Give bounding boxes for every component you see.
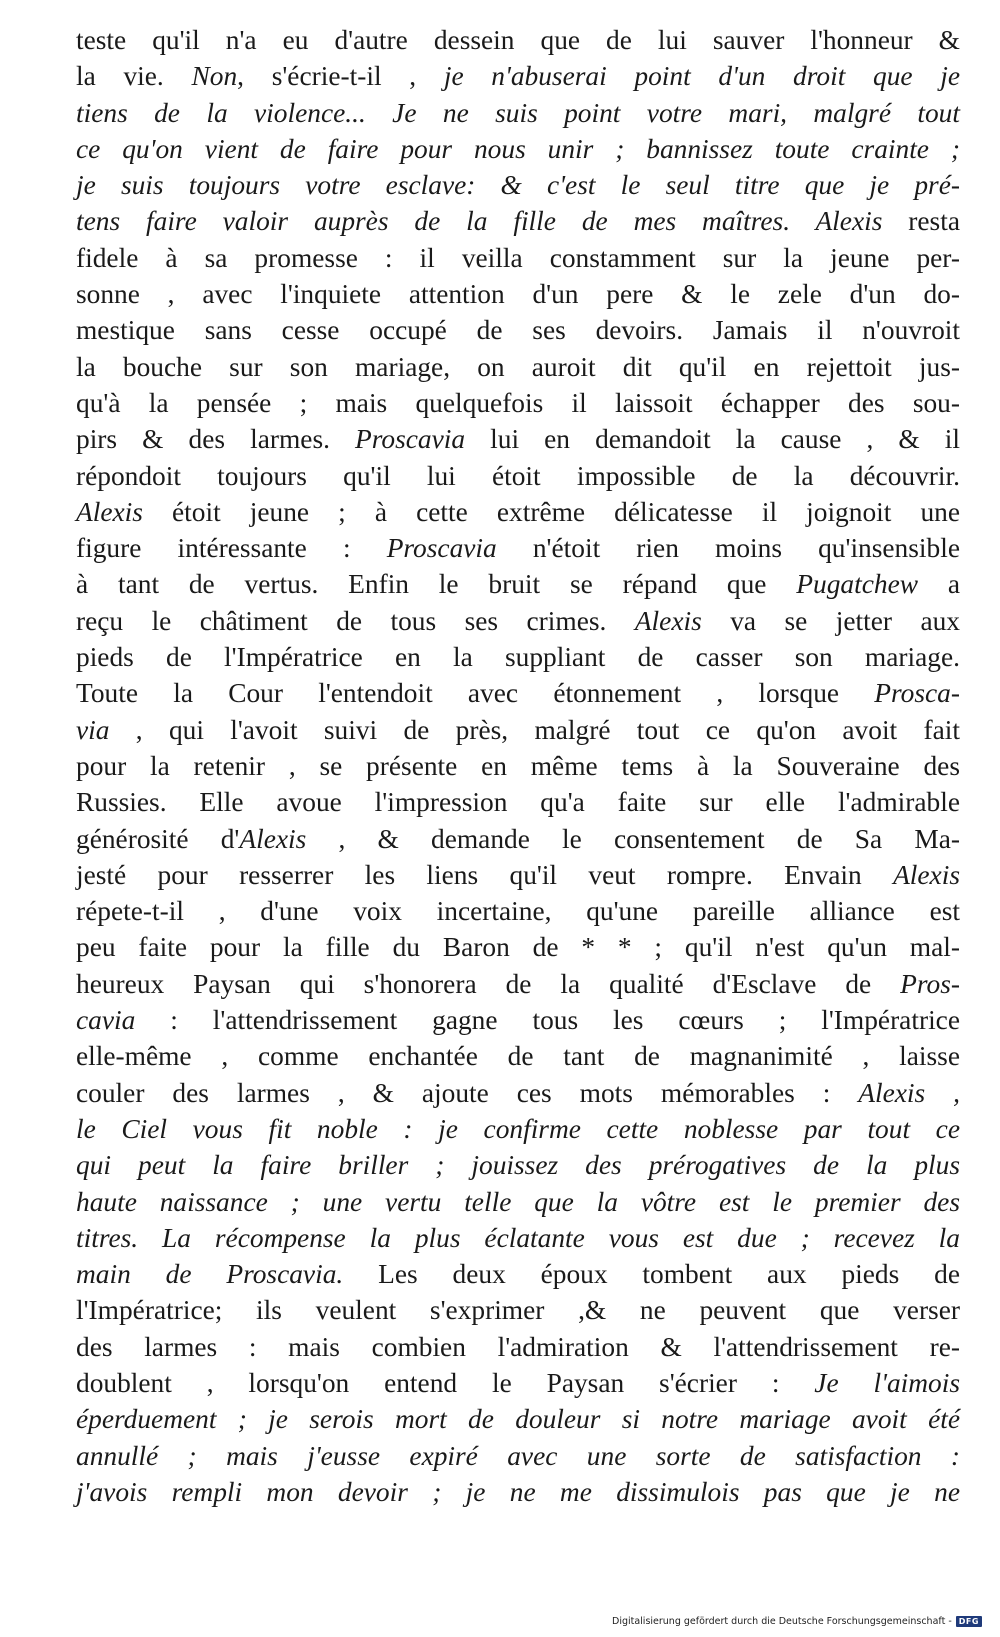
roman-text: des larmes : mais combien l'admiration & l'attendrissement re-	[76, 1331, 960, 1362]
text-line	[76, 1256, 960, 1292]
roman-text: , qui l'avoit suivi de près, malgré tout ce qu'on avoit fait	[109, 714, 960, 745]
italic-text: ce qu'on vient de faire pour nous unir ; bannissez toute crainte ;	[76, 133, 960, 164]
text-line	[76, 1075, 960, 1111]
italic-text: Je l'aimois	[814, 1367, 960, 1398]
italic-text: via	[76, 714, 110, 745]
italic-text: je n'abuserai point d'un droit que je	[443, 61, 961, 92]
italic-text: Prosca-	[874, 678, 960, 709]
roman-text: mestique sans cesse occupé de ses devoirs. Jamais il n'ouvroit	[76, 315, 960, 346]
text-line	[76, 131, 960, 167]
roman-text: sonne , avec l'inquiete attention d'un pere & le zele d'un do-	[76, 279, 960, 310]
text-line	[76, 349, 960, 385]
italic-text: Pros-	[900, 968, 960, 999]
italic-text: tens faire valoir auprès de la fille de mes maîtres. Alexis	[76, 206, 883, 237]
text-line	[76, 1111, 960, 1147]
roman-text: , & demande le consentement de Sa Ma-	[306, 823, 960, 854]
text-line	[76, 1038, 960, 1074]
text-line	[76, 1184, 960, 1220]
roman-text: , s'écrie-t-il ,	[237, 61, 444, 92]
text-line	[76, 1365, 960, 1401]
roman-text: peu faite pour la fille du Baron de * * ; qu'il n'est qu'un mal-	[76, 932, 960, 963]
text-line	[76, 748, 960, 784]
text-line	[76, 893, 960, 929]
text-line	[76, 203, 960, 239]
roman-text: teste qu'il n'a eu d'autre dessein que de lui sauver l'honneur &	[76, 25, 960, 55]
roman-text: couler des larmes , & ajoute ces mots mémorables :	[76, 1077, 859, 1108]
roman-text: étoit jeune ; à cette extrême délicatesse il joignoit une	[142, 496, 960, 527]
text-line	[76, 675, 960, 711]
italic-text: Proscavia	[386, 533, 497, 564]
italic-text: Pugatchew	[796, 569, 919, 600]
page-text	[76, 22, 960, 1510]
roman-text: jesté pour resserrer les liens qu'il veut rompre. Envain	[76, 859, 894, 890]
text-line	[76, 857, 960, 893]
text-line	[76, 1147, 960, 1183]
text-line	[76, 312, 960, 348]
text-line	[76, 167, 960, 203]
italic-text: je suis toujours votre esclave: & c'est le seul titre que je pré-	[76, 170, 960, 201]
roman-text: a	[918, 569, 960, 600]
italic-text: Alexis	[893, 859, 960, 890]
roman-text: n'étoit rien moins qu'insensible	[496, 533, 960, 564]
italic-text: Alexis ,	[858, 1077, 961, 1108]
italic-text: Alexis	[634, 605, 702, 636]
text-line	[76, 58, 960, 94]
roman-text: générosité d'	[76, 823, 240, 854]
text-line	[76, 566, 960, 602]
text-line	[76, 421, 960, 457]
roman-text: fidele à sa promesse : il veilla constamment sur la jeune per-	[76, 242, 960, 273]
dfg-logo: DFG	[956, 1616, 982, 1627]
text-line	[76, 639, 960, 675]
italic-text: Alexis	[76, 496, 143, 527]
credit-text: Digitalisierung gefördert durch die Deutsche Forschungsgemeinschaft -	[612, 1616, 952, 1627]
text-line	[76, 276, 960, 312]
roman-text: l'Impératrice; ils veulent s'exprimer ,& ne peuvent que verser	[76, 1295, 960, 1326]
text-line	[76, 821, 960, 857]
roman-text: pour la retenir , se présente en même tems à la Souveraine des	[76, 750, 960, 781]
text-line	[76, 530, 960, 566]
italic-text: éperduement ; je serois mort de douleur si notre mariage avoit été	[76, 1404, 960, 1435]
roman-text: : l'attendrissement gagne tous les cœurs ; l'Impératrice	[135, 1005, 960, 1036]
text-line	[76, 458, 960, 494]
text-line	[76, 385, 960, 421]
roman-text: Russies. Elle avoue l'impression qu'a faite sur elle l'admirable	[76, 787, 960, 818]
roman-text: reçu le châtiment de tous ses crimes.	[76, 605, 635, 636]
roman-text: Les deux époux tombent aux pieds de	[343, 1259, 960, 1290]
roman-text: la bouche sur son mariage, on auroit dit qu'il en rejettoit jus-	[76, 351, 960, 382]
text-line	[76, 784, 960, 820]
roman-text: qu'à la pensée ; mais quelquefois il laissoit échapper des sou-	[76, 387, 960, 418]
text-line	[76, 1329, 960, 1365]
italic-text: haute naissance ; une vertu telle que la vôtre est le premier des	[76, 1186, 960, 1217]
italic-text: qui peut la faire briller ; jouissez des prérogatives de la plus	[76, 1150, 960, 1181]
text-line	[76, 603, 960, 639]
roman-text: pieds de l'Impératrice en la suppliant de casser son mariage.	[76, 642, 960, 673]
roman-text: doublent , lorsqu'on entend le Paysan s'écrier :	[76, 1367, 815, 1398]
italic-text: main de Proscavia.	[76, 1259, 344, 1290]
text-line	[76, 1438, 960, 1474]
text-line	[76, 1292, 960, 1328]
italic-text: Proscavia	[355, 424, 466, 455]
text-line	[76, 95, 960, 131]
roman-text: lui en demandoit la cause , & il	[465, 424, 961, 455]
italic-text: Alexis	[239, 823, 307, 854]
text-line	[76, 929, 960, 965]
italic-text: tiens de la violence... Je ne suis point votre mari, malgré tout	[76, 97, 960, 128]
roman-text: répondoit toujours qu'il lui étoit impossible de la découvrir.	[76, 460, 960, 491]
italic-text: annullé ; mais j'eusse expiré avec une sorte de satisfaction :	[76, 1440, 960, 1471]
roman-text: figure intéressante :	[76, 533, 387, 564]
digitization-credit	[612, 1616, 982, 1627]
roman-text: va se jetter aux	[701, 605, 961, 636]
text-line	[76, 1220, 960, 1256]
roman-text: heureux Paysan qui s'honorera de la qualité d'Esclave de	[76, 968, 901, 999]
italic-text: cavia	[76, 1005, 136, 1036]
roman-text: répete-t-il , d'une voix incertaine, qu'une pareille alliance est	[76, 896, 960, 927]
text-line	[76, 1401, 960, 1437]
text-line	[76, 712, 960, 748]
text-line	[76, 240, 960, 276]
italic-text: le Ciel vous fit noble : je confirme cette noblesse par tout ce	[76, 1113, 960, 1144]
roman-text: la vie.	[76, 61, 192, 92]
roman-text: pirs & des larmes.	[76, 424, 356, 455]
roman-text: à tant de vertus. Enfin le bruit se répand que	[76, 569, 797, 600]
text-line	[76, 22, 960, 58]
text-line	[76, 494, 960, 530]
italic-text: titres. La récompense la plus éclatante vous est due ; recevez la	[76, 1222, 960, 1253]
italic-text: Non	[191, 61, 238, 92]
roman-text: Toute la Cour l'entendoit avec étonnement , lorsque	[76, 678, 875, 709]
text-line	[76, 1002, 960, 1038]
roman-text: resta	[882, 206, 960, 237]
roman-text: elle-même , comme enchantée de tant de magnanimité , laisse	[76, 1041, 960, 1072]
italic-text: j'avois rempli mon devoir ; je ne me dissimulois pas que je ne	[76, 1476, 960, 1507]
text-line	[76, 1474, 960, 1510]
text-line	[76, 966, 960, 1002]
